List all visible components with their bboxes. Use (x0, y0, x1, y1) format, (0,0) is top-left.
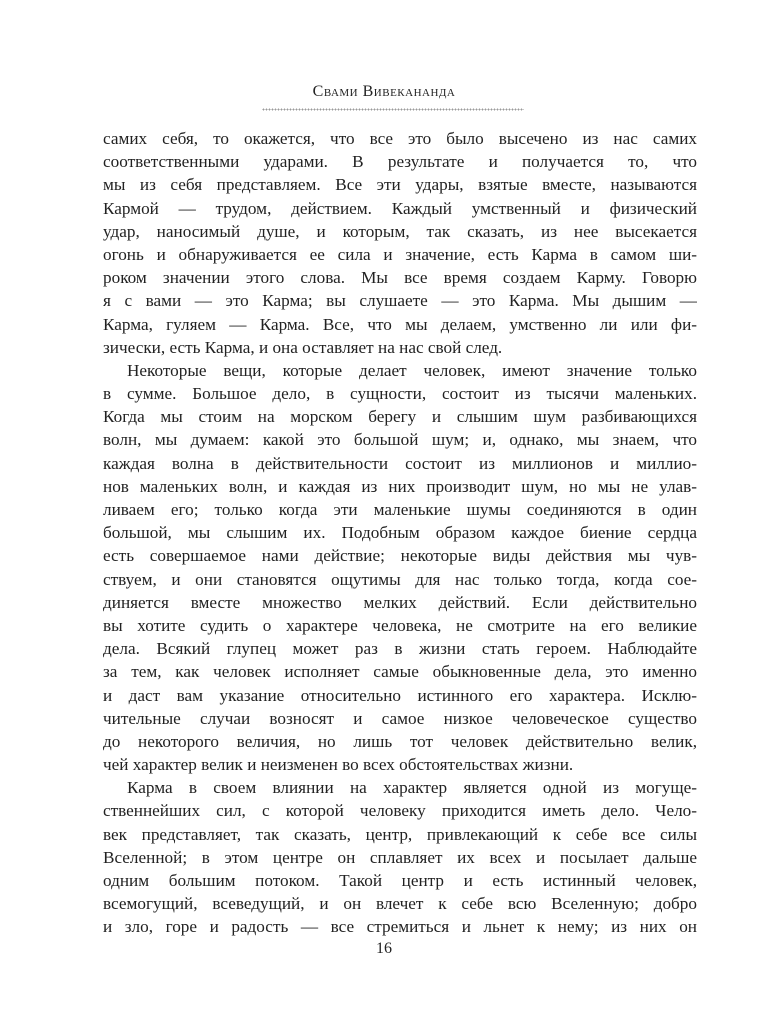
text-line: вы хотите судить о характере человека, не смотрите на его великие (103, 615, 697, 635)
text-line: удар, наносимый душе, и которым, так сказать, из нее высекается (103, 221, 697, 241)
text-line: большой, мы слышим их. Подобным образом каждое биение сердца (103, 523, 697, 543)
text-line: Карма, гуляем — Карма. Все, что мы делаем, умственно ли или фи- (103, 314, 697, 334)
text-line: зически, есть Карма, и она оставляет на нас свой след. (103, 337, 503, 357)
text-line: в сумме. Большое дело, в сущности, состоит из тысячи маленьких. (103, 384, 697, 404)
text-line: я с вами — это Карма; вы слушаете — это Карма. Мы дышим — (103, 291, 697, 311)
body-text (103, 127, 697, 939)
text-line: Кармой — трудом, действием. Каждый умственный и физический (103, 198, 697, 218)
text-line: нов маленьких волн, и каждая из них производит шум, но мы не улав- (103, 476, 697, 496)
text-line: одним большим потоком. Такой центр и есть истинный человек, (103, 871, 697, 890)
text-line: мы из себя представляем. Все эти удары, взятые вместе, называются (103, 175, 697, 195)
text-line: Некоторые вещи, которые делает человек, имеют значение только (127, 360, 697, 380)
text-line: и даст вам указание относительно истинного его характера. Исклю- (103, 685, 697, 705)
text-line: диняется вместе множество мелких действий. Если действительно (103, 592, 697, 612)
text-line: есть совершаемое нами действие; некоторые виды действия мы чув- (103, 546, 697, 566)
text-line: волн, мы думаем: какой это большой шум; и, однако, мы знаем, что (103, 430, 697, 450)
text-line: роком значении этого слова. Мы все время создаем Карму. Говорю (103, 268, 697, 288)
text-line: Карма в своем влиянии на характер является одной из могуще- (127, 778, 697, 798)
text-line: до некоторого величия, но лишь тот человек действительно велик, (103, 731, 697, 751)
text-line: соответственными ударами. В результате и получается то, что (103, 152, 697, 172)
text-line: век представляет, так сказать, центр, привлекающий к себе все силы (103, 824, 697, 844)
running-head-title: Свами Вивекананда (312, 83, 456, 100)
text-line: каждая волна в действительности состоит из миллионов и миллио- (103, 453, 697, 473)
text-line: огонь и обнаруживается ее сила и значение, есть Карма в самом ши- (103, 244, 697, 264)
text-line: чей характер велик и неизменен во всех обстоятельствах жизни. (103, 755, 574, 775)
text-line: ственнейших сил, с которой человеку приходится иметь дело. Чело- (103, 801, 697, 821)
text-line: за тем, как человек исполняет самые обыкновенные дела, это именно (103, 662, 697, 682)
text-line: ливаем его; только когда эти маленькие шумы соединяются в один (103, 500, 697, 519)
text-line: самих себя, то окажется, что все это было высечено из нас самих (103, 129, 697, 148)
page-number: 16 (376, 940, 392, 957)
text-line: всемогущий, всеведущий, и он влечет к себе всю Вселенную; добро (103, 894, 697, 914)
text-line: ствуем, и они становятся ощутимы для нас только тогда, когда сое- (103, 569, 697, 589)
text-line: Когда мы стоим на морском берегу и слышим шум разбивающихся (103, 407, 697, 427)
text-line: Вселенной; в этом центре он сплавляет их всех и посылает дальше (103, 847, 697, 867)
text-line: чительные случаи возносят и самое низкое человеческое существо (103, 708, 697, 728)
text-line: и зло, горе и радость — все стремиться и льнет к нему; из них он (103, 917, 697, 937)
text-line: дела. Всякий глупец может раз в жизни стать героем. Наблюдайте (103, 639, 697, 659)
running-head-rule (262, 108, 524, 111)
